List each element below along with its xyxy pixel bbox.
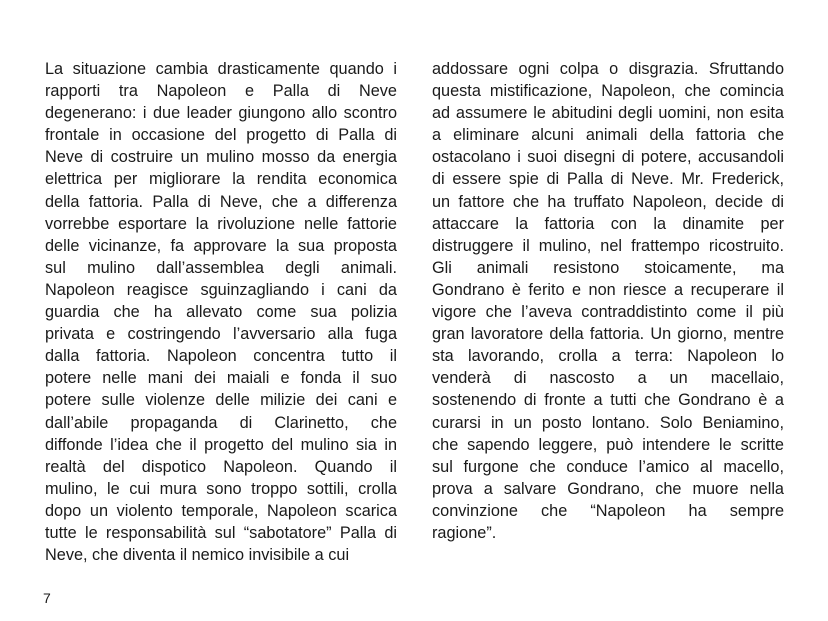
text-line: sul furgone che conduce l’amico al macello, bbox=[432, 457, 784, 476]
text-line: realtà del dispotico Napoleon. Quando il bbox=[45, 457, 397, 476]
text-line: ostacolano i suoi disegni di potere, accusandoli bbox=[432, 148, 784, 167]
text-line: a eliminare alcuni animali della fattoria che bbox=[432, 126, 784, 145]
text-line: dopo un violento temporale, Napoleon scarica bbox=[45, 501, 397, 520]
text-line: Neve di costruire un mulino mosso da energia bbox=[45, 148, 397, 167]
left-text-column bbox=[45, 58, 397, 566]
text-line: Gli animali resistono stoicamente, ma bbox=[432, 258, 784, 277]
text-line: frontale in occasione del progetto di Palla di bbox=[45, 126, 397, 145]
text-line: mulino, le cui mura sono troppo sottili, crolla bbox=[45, 479, 397, 498]
text-line: questa mistificazione, Napoleon, che comincia bbox=[432, 82, 784, 101]
text-line: distruggere il mulino, nel frattempo ricostruito. bbox=[432, 236, 784, 255]
text-line: curarsi in un posto lontano. Solo Beniamino, bbox=[432, 413, 784, 432]
text-line: gran lavoratore della fattoria. Un giorno, mentre bbox=[432, 325, 784, 344]
text-line: potere nelle mani dei maiali e fonda il suo bbox=[45, 369, 397, 388]
text-line: tutte le responsabilità sul “sabotatore” Palla di bbox=[45, 523, 397, 542]
text-line: sul mulino dall’assemblea degli animali. bbox=[45, 258, 397, 277]
text-line: privata e costringendo l’avversario alla fuga bbox=[45, 325, 397, 344]
text-line: Napoleon reagisce sguinzagliando i cani da bbox=[45, 280, 397, 299]
text-line: della fattoria. Palla di Neve, che a differenza bbox=[45, 192, 397, 211]
text-line: convinzione che “Napoleon ha sempre bbox=[432, 501, 784, 520]
text-line: vigore che l’aveva contraddistinto come il più bbox=[432, 303, 784, 322]
text-line: dall’abile propaganda di Clarinetto, che bbox=[45, 413, 397, 432]
text-line: attaccare la fattoria con la dinamite per bbox=[432, 214, 784, 233]
text-line: sostenendo di fronte a tutti che Gondrano è a bbox=[432, 391, 784, 410]
text-line: elettrica per migliorare la rendita economica bbox=[45, 170, 397, 189]
text-line: che sapendo leggere, può intendere le scritte bbox=[432, 435, 784, 454]
text-line: rapporti tra Napoleon e Palla di Neve bbox=[45, 82, 397, 101]
text-line: ragione”. bbox=[432, 523, 497, 542]
text-line: di essere spie di Palla di Neve. Mr. Frederick, bbox=[432, 170, 784, 189]
text-line: Neve, che diventa il nemico invisibile a cui bbox=[45, 546, 350, 565]
text-line: degenerano: i due leader giungono allo scontro bbox=[45, 104, 397, 123]
text-line: La situazione cambia drasticamente quando i bbox=[45, 60, 397, 78]
text-line: Gondrano è ferito e non riesce a recuperare il bbox=[432, 280, 784, 299]
text-line: potere sulle violenze delle milizie dei cani e bbox=[45, 391, 397, 410]
text-line: un fattore che ha truffato Napoleon, decide di bbox=[432, 192, 784, 211]
page-number: 7 bbox=[43, 590, 51, 606]
text-line: dalla fattoria. Napoleon concentra tutto il bbox=[45, 347, 397, 366]
text-line: delle vicinanze, fa approvare la sua proposta bbox=[45, 236, 397, 255]
text-line: vorrebbe esportare la rivoluzione nelle fattorie bbox=[45, 214, 397, 233]
right-text-column bbox=[432, 58, 784, 544]
text-line: diffonde l’idea che il progetto del mulino sia in bbox=[45, 435, 397, 454]
text-line: ad assumere le abitudini degli uomini, non esita bbox=[432, 104, 784, 123]
text-line: guardia che ha allevato come sua polizia bbox=[45, 303, 397, 322]
text-line: sta lavorando, crolla a terra: Napoleon lo bbox=[432, 347, 784, 366]
text-line: addossare ogni colpa o disgrazia. Sfruttando bbox=[432, 60, 784, 78]
text-line: prova a salvare Gondrano, che muore nella bbox=[432, 479, 784, 498]
text-line: venderà di nascosto a un macellaio, bbox=[432, 369, 784, 388]
